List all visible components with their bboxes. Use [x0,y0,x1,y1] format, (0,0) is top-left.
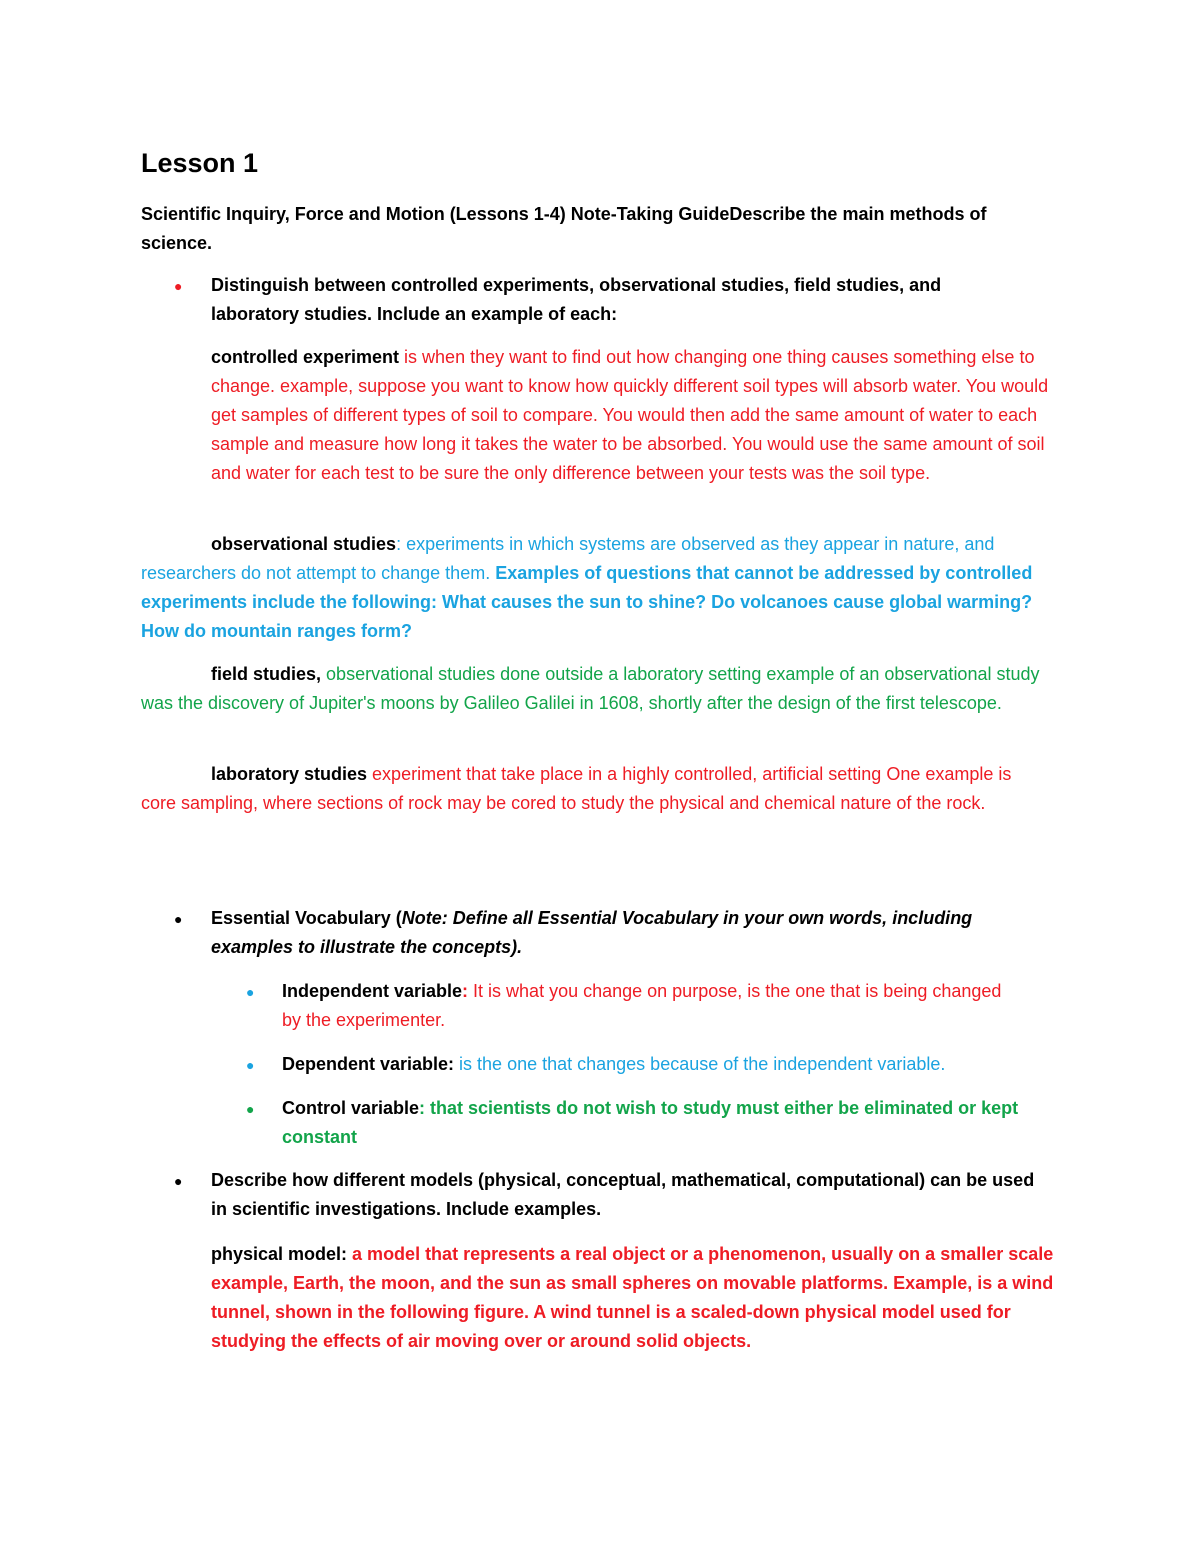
laboratory-studies-text: experiment that take place in a highly controlled, artificial setting One example is core sampling, where sections of rock may be cored to study the physical and chemical nature of the rock. [141,764,1012,813]
physical-model-paragraph [211,1240,1061,1356]
section3-prompt: Describe how different models (physical, conceptual, mathematical, computational) can be used in scientific investigations. Include examples. [211,1170,1035,1219]
independent-colon: : [462,981,469,1001]
bullet-icon: ● [174,1173,183,1189]
vocabulary-note: Note: Define all Essential Vocabulary in your own words, including examples to illustrate the concepts). [211,908,973,957]
independent-variable-term: Independent variable [282,981,463,1001]
vocab-item-dependent [282,1050,1042,1079]
dependent-variable-text: is the one that changes because of the independent variable. [454,1054,946,1074]
vocabulary-lead: Essential Vocabulary ( [211,908,402,928]
physical-model-term: physical model: [211,1244,348,1264]
field-studies-text: observational studies done outside a laboratory setting example of an observational study was the discovery of Jupiter's moons by Galileo Galilei in 1608, shortly after the design of the first telescope. [141,664,1040,713]
blue-bullet-icon: ● [246,984,255,1000]
green-bullet-icon: ● [246,1101,255,1117]
vocab-item-control [282,1094,1072,1152]
field-studies-term: field studies [211,664,317,684]
controlled-experiment-paragraph [211,343,1061,488]
control-variable-term: Control variable [282,1098,420,1118]
intro-paragraph: Scientific Inquiry, Force and Motion (Lessons 1-4) Note-Taking GuideDescribe the main methods of science. [141,204,987,253]
laboratory-studies-paragraph [141,760,1021,818]
physical-model-text: a model that represents a real object or a phenomenon, usually on a smaller scale example, Earth, the moon, and the sun as small spheres on movable platforms. Example, is a wind tunnel, shown in the following figure. A wind tunnel is a scaled-down physical model used for studying the effects of air moving over or around solid objects. [211,1244,1054,1351]
observational-studies-examples: Examples of questions that cannot be addressed by controlled experiments include the following: What causes the sun to shine? Do volcanoes cause global warming? How do mountain ranges form? [141,563,1033,641]
section1-prompt: Distinguish between controlled experiments, observational studies, field studies, and laboratory studies. Include an example of each: [211,275,942,324]
dependent-variable-term: Dependent variable: [282,1054,455,1074]
observational-studies-text: experiments in which systems are observed as they appear in nature, and researchers do not attempt to change them. [141,534,995,583]
observational-colon: : [396,534,402,554]
control-variable-text: that scientists do not wish to study must either be eliminated or kept constant [282,1098,1019,1147]
vocab-item-independent [282,977,1002,1035]
field-comma: , [316,664,322,684]
red-bullet-icon: ● [174,278,183,294]
field-studies-paragraph [141,660,1041,718]
blue-bullet-icon: ● [246,1057,255,1073]
independent-variable-text: It is what you change on purpose, is the one that is being changed by the experimenter. [282,981,1002,1030]
section2-heading [211,904,1031,962]
page-title: Lesson 1 [141,148,259,178]
controlled-experiment-text: is when they want to find out how changing one thing causes something else to change. example, suppose you want to know how quickly different soil types will absorb water. You would get samples of different types of soil to compare. You would then add the same amount of water to each sample and measure how long it takes the water to be absorbed. You would use the same amount of soil and water for each test to be sure the only difference between your tests was the soil type. [211,347,1049,483]
control-colon: : [419,1098,426,1118]
bullet-icon: ● [174,911,183,927]
observational-studies-paragraph [141,530,1061,646]
laboratory-studies-term: laboratory studies [211,764,368,784]
controlled-experiment-term: controlled experiment [211,347,400,367]
observational-studies-term: observational studies [211,534,397,554]
